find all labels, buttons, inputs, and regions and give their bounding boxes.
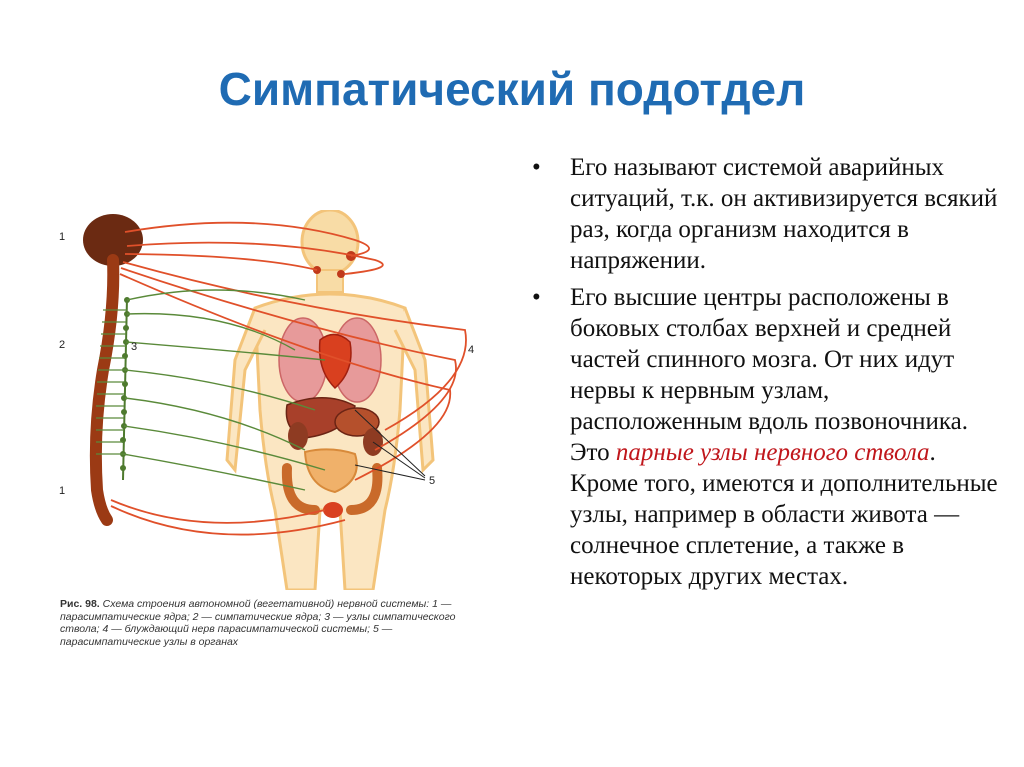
bullet-item: [530, 152, 1000, 276]
highlight-term: парные узлы нервного ствола: [615, 439, 930, 466]
diagram-label-5: 5: [429, 475, 436, 487]
figure-caption-text: Схема строения автономной (вегетативной) нервной системы: 1 — парасимпатические ядра; 2 — симпатические ядра; 3 — узлы симпатического ствола; 4 — блуждающий нерв парасимпатической системы; 5 — парасимпатические узлы в органах: [60, 598, 456, 648]
diagram-label-1-top: 1: [59, 231, 66, 243]
diagram-label-2: 2: [59, 339, 66, 351]
diagram-label-1-bottom: 1: [59, 485, 66, 497]
bullet-list: [530, 152, 1000, 598]
figure-number: Рис. 98.: [60, 598, 100, 610]
bullet-text: Его называют системой аварийных ситуаций, т.к. он активизируется всякий раз, когда организм находится в напряжении.: [570, 154, 998, 274]
brain-and-spine: [83, 214, 143, 520]
sympathetic-trunk: [120, 297, 130, 480]
bullet-text-end: . Кроме того, имеются и дополнительные узлы, например в области живота — солнечное сплетение, а также в некоторых других местах.: [570, 439, 998, 590]
bullet-text-start: Его высшие центры расположены в боковых столбах верхней и средней частей спинного мозга. От них идут нервы к нервным узлам, расположенным вдоль позвоночника. Это: [570, 284, 969, 466]
diagram-label-4: 4: [468, 344, 475, 356]
nervous-system-diagram: [55, 210, 495, 590]
bullet-dot-icon: •: [532, 284, 541, 311]
bullet-item: [530, 282, 1000, 592]
diagram-label-3: 3: [131, 341, 138, 353]
bullet-dot-icon: •: [532, 154, 541, 181]
slide-title: Симпатический подотдел: [218, 63, 806, 115]
figure-caption: [60, 598, 490, 648]
